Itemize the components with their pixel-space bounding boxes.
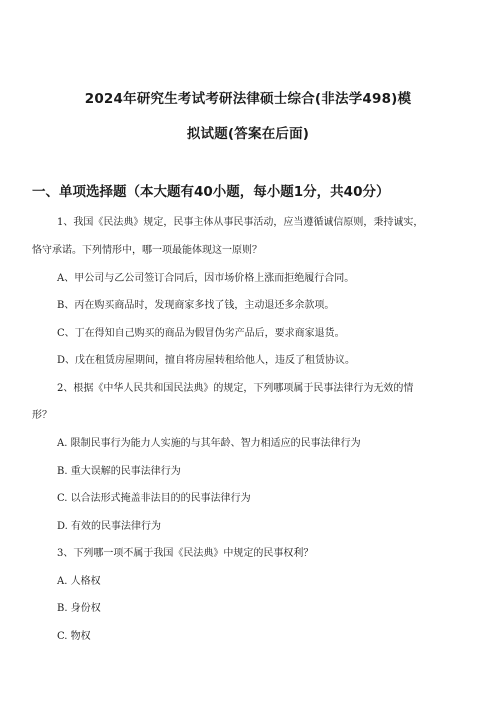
question-1-stem: 1、我国《民法典》规定，民事主体从事民事活动，应当遵循诚信原则，秉持诚实，	[57, 217, 424, 228]
document-title-line-1: 2024年研究生考试考研法律硕士综合(非法学498)模	[84, 91, 412, 107]
question-1-option-c: C、丁在得知自己购买的商品为假冒伪劣产品后，要求商家退货。	[57, 328, 345, 339]
question-3-stem: 3、下列哪一项不属于我国《民法典》中规定的民事权利？	[57, 548, 314, 559]
document-title-line-2: 拟试题(答案在后面)	[186, 126, 310, 142]
question-2-option-a: A. 限制民事行为能力人实施的与其年龄、智力相适应的民事法律行为	[57, 438, 361, 449]
question-2-option-b: B. 重大误解的民事法律行为	[57, 466, 181, 477]
question-3-option-b: B. 身份权	[57, 603, 101, 614]
question-3-option-c: C. 物权	[57, 631, 91, 642]
question-1-option-a: A、甲公司与乙公司签订合同后，因市场价格上涨而拒绝履行合同。	[57, 273, 355, 284]
question-2-option-c: C. 以合法形式掩盖非法目的的民事法律行为	[57, 493, 251, 504]
question-3-option-a: A. 人格权	[57, 576, 101, 587]
question-1-option-d: D、戊在租赁房屋期间，擅自将房屋转租给他人，违反了租赁协议。	[57, 355, 356, 366]
question-2-stem-continued: 形？	[32, 410, 52, 421]
question-2-stem: 2、根据《中华人民共和国民法典》的规定，下列哪项属于民事法律行为无效的情	[57, 383, 414, 394]
question-1-stem-continued: 恪守承诺。下列情形中，哪一项最能体现这一原则？	[32, 245, 262, 256]
section-heading: 一、单项选择题（本大题有40小题，每小题1分，共40分）	[32, 184, 390, 200]
question-1-option-b: B、丙在购买商品时，发现商家多找了钱，主动退还多余款项。	[57, 300, 335, 311]
question-2-option-d: D. 有效的民事法律行为	[57, 521, 162, 532]
